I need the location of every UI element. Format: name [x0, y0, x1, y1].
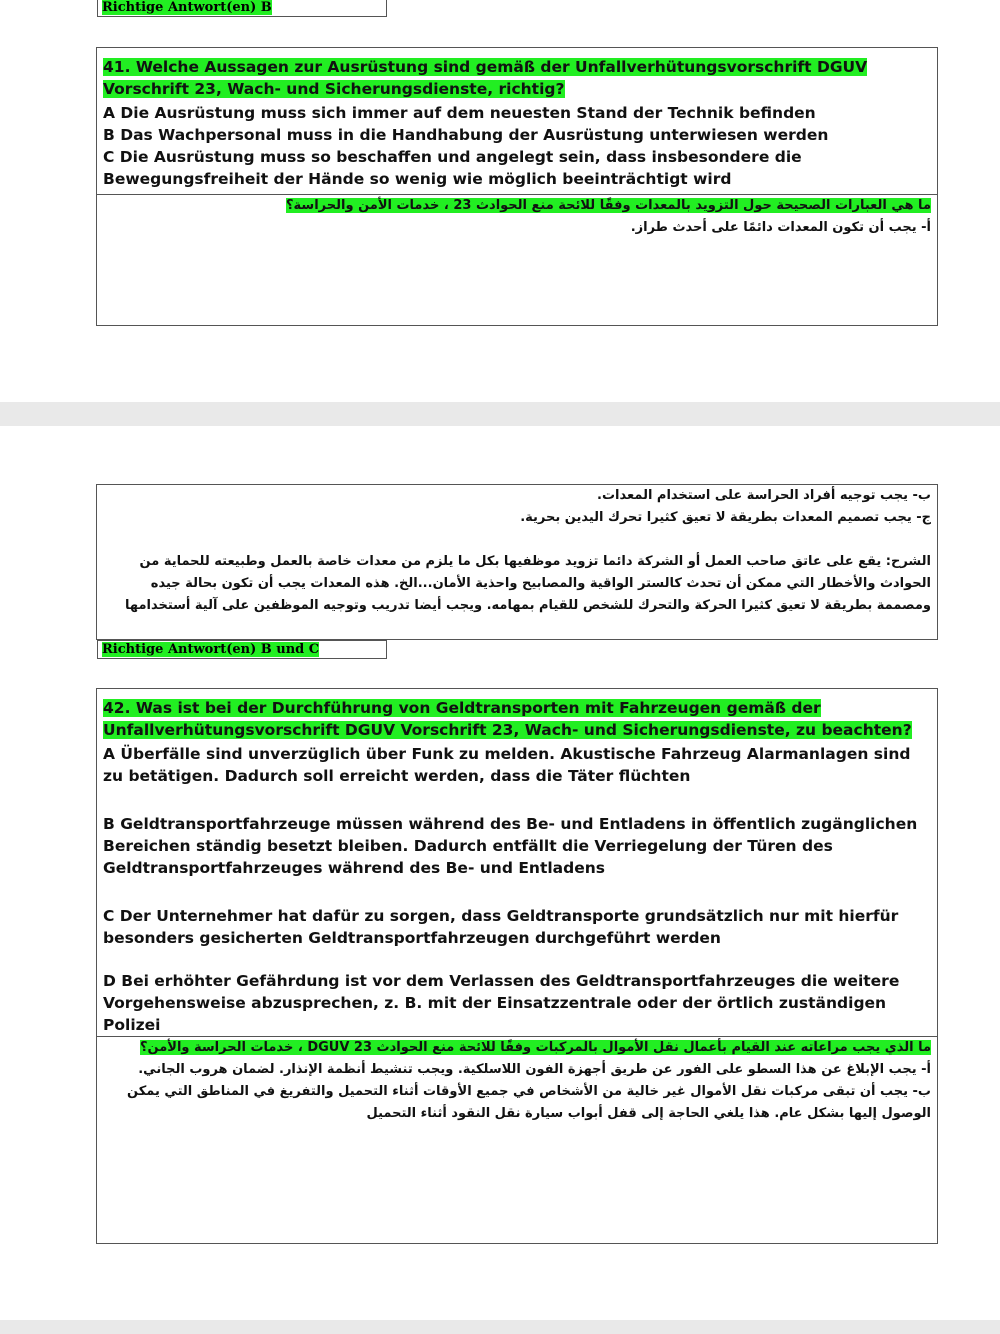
answer-box-q40: [97, 0, 387, 17]
answer-label: Richtige Antwort(en) B: [102, 0, 272, 15]
arabic-title-41: ما هي العبارات الصحيحة حول التزويد بالمعدات وفقًا للائحة منع الحوادث 23 ، خدمات الأمن والحراسة؟: [286, 198, 931, 213]
question-box-42: [96, 688, 938, 1244]
document-page-1: [0, 0, 1000, 402]
option-a-41: A Die Ausrüstung muss sich immer auf dem neuesten Stand der Technik befinden: [103, 104, 816, 122]
answer-label: Richtige Antwort(en) B und C: [102, 642, 320, 657]
arabic-explanation-41: الشرح: يقع على عاتق صاحب العمل أو الشركة دائما تزويد موظفيها بكل ما يلزم من معدات خاصة بالعمل وطبيعته للحماية من الحوادث والأخطار التي ممكن أن تحدث كالستر الواقية والمصابيح واحذية الأمان...الخ. هذه المعدات يجب أن تكون بحالة جيده ومصممة بطريقة لا تعيق كثيرا الحركة والتحرك للشخص للقيام بمهامه. ويجب أيضا تدريب وتوجيه الموظفين على آلية أستخدامها: [124, 554, 931, 613]
arabic-option-c-41: ج- يجب تصميم المعدات بطريقة لا تعيق كثيرا تحرك اليدين بحرية.: [520, 510, 931, 525]
arabic-option-b-41: ب- يجب توجيه أفراد الحراسة على استخدام المعدات.: [597, 488, 931, 503]
question-title-41: 41. Welche Aussagen zur Ausrüstung sind gemäß der Unfallverhütungsvorschrift DGUV Vorschrift 23, Wach- und Sicherungsdienste, richtig?: [103, 58, 868, 98]
option-d-42: D Bei erhöhter Gefährdung ist vor dem Verlassen des Geldtransportfahrzeuges die weitere Vorgehensweise abzusprechen, z. B. mit der Einsatzzentrale oder der örtlich zuständigen Polizei: [103, 972, 900, 1034]
option-b-41: B Das Wachpersonal muss in die Handhabung der Ausrüstung unterwiesen werden: [103, 126, 829, 144]
arabic-option-b-42: ب- يجب أن تبقى مركبات نقل الأموال غير خالية من الأشخاص في جميع الأوقات أثناء التحميل والتفريغ في المناطق التي يمكن الوصول إليها بشكل عام. هذا يلغي الحاجة إلى قفل أبواب سيارة نقل النقود أثناء التحميل: [127, 1084, 931, 1121]
answer-box-q41: [97, 640, 387, 659]
option-b-42: B Geldtransportfahrzeuge müssen während des Be- und Entladens in öffentlich zugänglichen Bereichen ständig besetzt bleiben. Dadurch entfällt die Verriegelung der Türen des Geldtransportfahrzeuges während des Be- und Entladens: [103, 815, 918, 877]
question-title-42: 42. Was ist bei der Durchführung von Geldtransporten mit Fahrzeugen gemäß der Unfallverhütungsvorschrift DGUV Vorschrift 23, Wach- und Sicherungsdienste, zu beachten?: [103, 699, 912, 739]
arabic-translation-41: [97, 194, 937, 239]
question-box-41-continued: [96, 484, 938, 640]
question-box-41: [96, 47, 938, 326]
arabic-translation-42: [97, 1036, 937, 1125]
option-c-41: C Die Ausrüstung muss so beschaffen und angelegt sein, dass insbesondere die Bewegungsfreiheit der Hände so wenig wie möglich beeinträchtigt wird: [103, 148, 802, 188]
arabic-option-a-41: أ- يجب أن تكون المعدات دائمًا على أحدث طراز.: [630, 220, 931, 235]
document-page-2: [0, 426, 1000, 1320]
option-c-42: C Der Unternehmer hat dafür zu sorgen, dass Geldtransporte grundsätzlich nur mit hierfür besonders gesicherten Geldtransportfahrzeugen durchgeführt werden: [103, 907, 899, 947]
arabic-title-42: ما الذي يجب مراعاته عند القيام بأعمال نقل الأموال بالمركبات وفقًا للائحة منع الحوادث DGUV 23 ، خدمات الحراسة والأمن؟: [139, 1040, 931, 1055]
option-a-42: A Überfälle sind unverzüglich über Funk zu melden. Akustische Fahrzeug Alarmanlagen sind zu betätigen. Dadurch soll erreicht werden, dass die Täter flüchten: [103, 745, 911, 785]
arabic-option-a-42: أ- يجب الإبلاغ عن هذا السطو على الفور عن طريق أجهزة الفون اللاسلكية. ويجب تنشيط أنظمة الإنذار. لضمان هروب الجاني.: [138, 1062, 931, 1077]
